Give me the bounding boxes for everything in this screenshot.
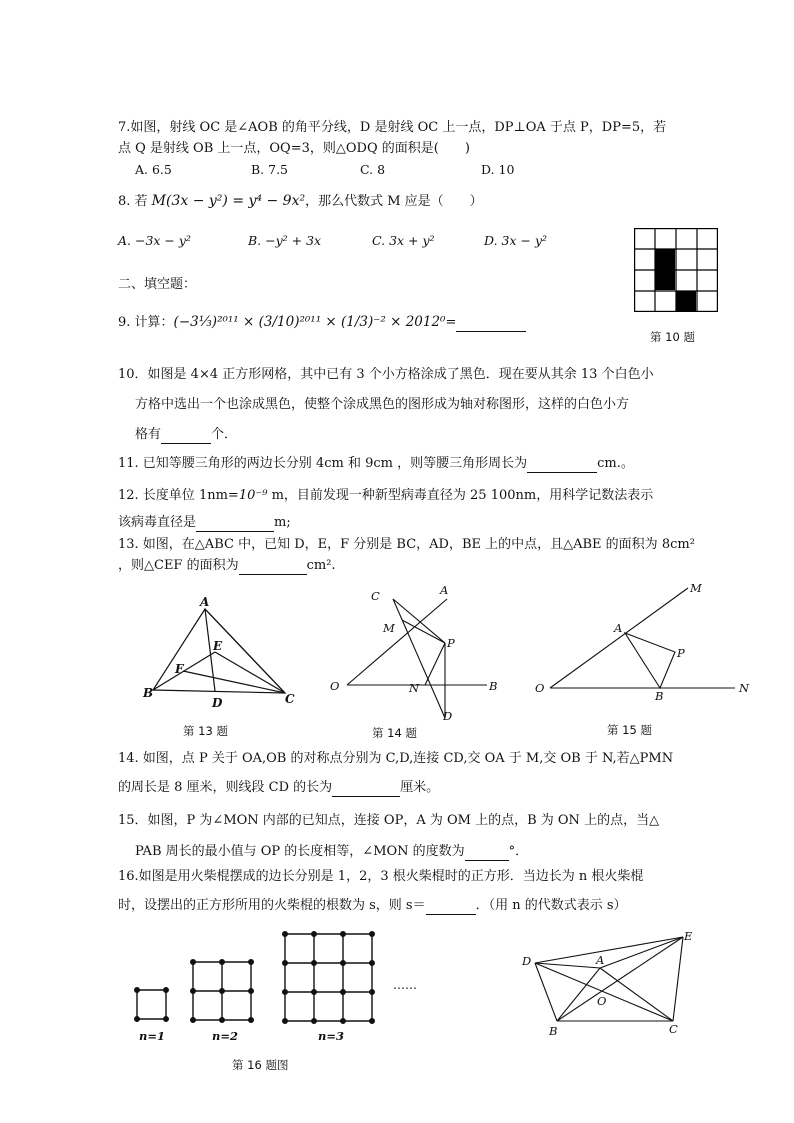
q13-answer-blank[interactable]: [239, 560, 307, 575]
fig-last-label-e: E: [684, 929, 693, 943]
fig14-label-o: O: [330, 679, 340, 693]
q16-line2: [118, 897, 627, 915]
fig16-label-n2: n=2: [212, 1029, 238, 1043]
fig13-label-b: B: [143, 686, 154, 700]
fig13-label-a: A: [200, 595, 210, 609]
q8-option-d: D. 3x − y²: [484, 233, 548, 248]
fig16-caption: 第 16 题图: [232, 1058, 289, 1072]
fig15-label-o: O: [535, 681, 545, 695]
q16-line2-prefix: 时，设摆出的正方形所用的火柴棍的根数为 s，则 s＝: [118, 898, 426, 913]
fig15-label-m: M: [690, 581, 702, 595]
fig-last-label-c: C: [669, 1022, 678, 1036]
q9-formula: (−3⅓)²⁰¹¹ × (3/10)²⁰¹¹ × (1/3)⁻² × 2012⁰: [173, 314, 446, 330]
q14-answer-blank[interactable]: [332, 782, 400, 797]
q11-answer-blank[interactable]: [527, 458, 597, 473]
q14-line2-suffix: 厘米。: [400, 780, 440, 795]
fig13-label-e: E: [213, 639, 223, 653]
q7-option-c: C. 8: [360, 162, 386, 177]
fig10-caption: 第 10 题: [650, 330, 695, 344]
fig10-grid: [634, 228, 718, 312]
q11-prefix: 11. 已知等腰三角形的两边长分别 4cm 和 9cm ，则等腰三角形周长为: [118, 456, 528, 471]
q12-line2-suffix: m;: [274, 515, 291, 530]
q7-line1: 7.如图，射线 OC 是∠AOB 的角平分线，D 是射线 OC 上一点，DP⊥OA 于点 P，DP=5，若: [118, 120, 667, 135]
fig16-square-n1: [135, 988, 169, 1022]
q8-prefix: 8. 若: [118, 194, 152, 209]
fig13-label-c: C: [285, 692, 295, 706]
q12-line1-suffix: m，目前发现一种新型病毒直径为 25 100nm，用科学记数法表示: [267, 488, 654, 503]
fig14-reflection: [325, 582, 505, 727]
q16-line2-suffix: ．（用 n 的代数式表示 s）: [475, 898, 627, 913]
q12-line2: [118, 514, 291, 532]
q15-line2: [135, 843, 528, 861]
fig10-black-cell-col3: [676, 291, 696, 311]
fig14-label-d: D: [443, 709, 453, 723]
fig15-label-a: A: [614, 621, 623, 635]
fig-last-label-a: A: [596, 953, 605, 967]
section2-title: 二、填空题：: [118, 277, 197, 292]
fig-last-label-o: O: [597, 994, 607, 1008]
q14-line2-prefix: 的周长是 8 厘米，则线段 CD 的长为: [118, 780, 333, 795]
fig14-caption: 第 14 题: [372, 726, 417, 740]
q9-answer-blank[interactable]: [456, 317, 526, 332]
q13-line2-suffix: cm².: [306, 558, 336, 573]
q9-stem: [118, 313, 526, 332]
fig15-label-p: P: [677, 646, 685, 660]
fig16-label-n3: n=3: [318, 1029, 344, 1043]
fig14-label-a: A: [440, 583, 449, 597]
q8-option-c: C. 3x + y²: [372, 233, 435, 248]
q14-line2: [118, 779, 439, 797]
fig14-ray-oa: [347, 599, 447, 685]
q13-line2: [118, 557, 336, 575]
fig13-triangle: [135, 595, 305, 713]
fig13-caption: 第 13 题: [183, 724, 228, 738]
fig-last-quadrilateral: [515, 925, 700, 1040]
q8-stem: [118, 192, 483, 211]
q16-answer-blank[interactable]: [426, 900, 476, 915]
q15-answer-blank[interactable]: [465, 846, 509, 861]
q12-line1: [118, 487, 653, 505]
q12-line1-prefix: 12. 长度单位 1nm=: [118, 488, 239, 503]
q15-line2-suffix: °．: [508, 844, 529, 859]
q13-line1: 13. 如图，在△ABC 中，已知 D，E，F 分别是 BC，AD，BE 上的中点，且△ABE 的面积为 8cm²: [118, 537, 695, 552]
fig15-label-n: N: [739, 681, 750, 695]
q7-line2: 点 Q 是射线 OB 上一点，OQ=3，则△ODQ 的面积是( ): [118, 141, 470, 156]
fig14-label-b: B: [489, 679, 498, 693]
fig16-matchsticks: [125, 925, 425, 1050]
q14-line1: 14. 如图，点 P 关于 OA,OB 的对称点分别为 C,D,连接 CD,交 OA 于 M,交 OB 于 N,若△PMN: [118, 751, 674, 766]
fig15-ray-om: [550, 588, 688, 688]
fig13-label-d: D: [212, 696, 223, 710]
q12-line2-prefix: 该病毒直径是: [118, 515, 197, 530]
q11-stem: [118, 455, 634, 473]
q10-line3-prefix: 格有: [135, 427, 162, 442]
fig14-label-c: C: [371, 589, 380, 603]
fig14-label-m: M: [383, 621, 395, 635]
fig16-ellipsis: ……: [393, 978, 417, 992]
q15-line2-prefix: PAB 周长的最小值与 OP 的长度相等，∠MON 的度数为: [135, 844, 465, 859]
q8-formula: M(3x − y²) = y⁴ − 9x²: [151, 193, 306, 209]
fig14-label-p: P: [447, 636, 455, 650]
q8-suffix: ，那么代数式 M 应是（ ）: [305, 194, 483, 209]
q7-option-d: D. 10: [481, 162, 515, 177]
fig15-angle: [530, 580, 755, 705]
q16-line1: 16.如图是用火柴棍摆成的边长分别是 1，2，3 根火柴棍时的正方形．当边长为 n 根火柴棍: [118, 869, 644, 884]
fig15-triangle-pab: [625, 633, 675, 688]
q7-option-b: B. 7.5: [251, 162, 289, 177]
fig13-label-f: F: [175, 662, 184, 676]
q11-suffix: cm.。: [597, 456, 634, 471]
q10-line1: 10．如图是 4×4 正方形网格，其中已有 3 个小方格涂成了黑色．现在要从其余 13 个白色小: [118, 367, 654, 382]
q13-line2-prefix: ，则△CEF 的面积为: [118, 558, 239, 573]
q9-prefix: 9. 计算：: [118, 315, 174, 330]
fig-last-label-b: B: [549, 1024, 558, 1038]
q10-answer-blank[interactable]: [161, 429, 211, 444]
fig16-label-n1: n=1: [139, 1029, 165, 1043]
fig14-label-n: N: [409, 681, 420, 695]
q10-line2: 方格中选出一个也涂成黑色，使整个涂成黑色的图形成为轴对称图形，这样的白色小方: [135, 397, 630, 412]
q12-answer-blank[interactable]: [196, 517, 274, 532]
q12-power: 10⁻⁹: [238, 488, 268, 503]
q8-option-a: A. −3x − y²: [118, 233, 191, 248]
q15-line1: 15．如图，P 为∠MON 内部的已知点，连接 OP，A 为 OM 上的点，B 为 ON 上的点，当△: [118, 813, 660, 828]
q8-option-b: B. −y² + 3x: [248, 233, 322, 248]
fig-last-label-d: D: [522, 954, 532, 968]
q10-line3-suffix: 个．: [211, 427, 238, 442]
q9-suffix: =: [445, 315, 457, 330]
fig16-square-n2: [191, 960, 254, 1023]
q10-line3: [135, 426, 237, 444]
fig15-label-b: B: [655, 689, 664, 703]
fig15-caption: 第 15 题: [607, 723, 652, 737]
fig16-square-n3: [283, 932, 375, 1024]
q7-option-a: A. 6.5: [135, 162, 172, 177]
